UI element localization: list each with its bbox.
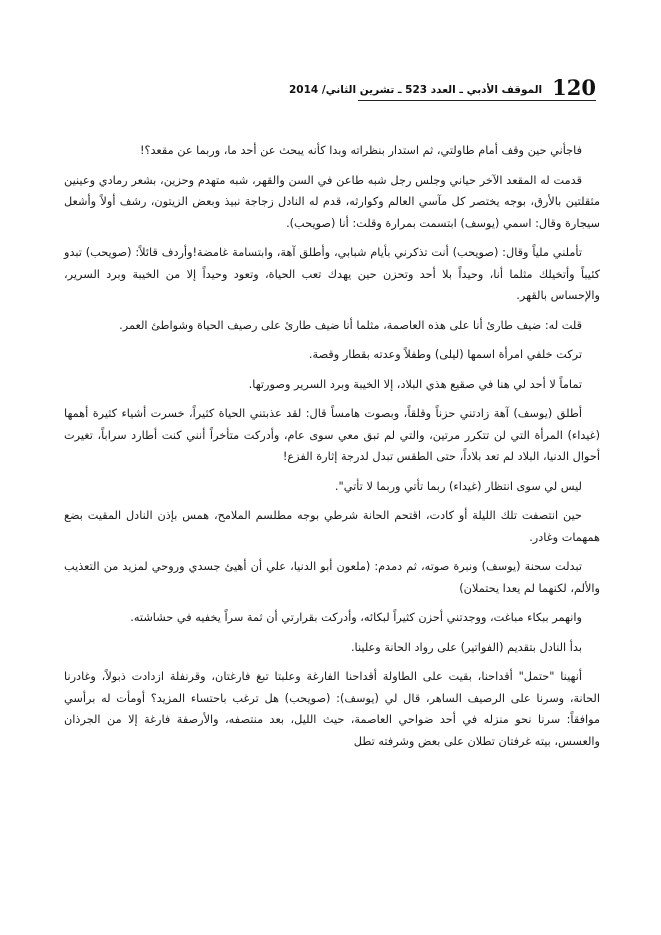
paragraph: أنهينا "حتمل" أقداحنا، بقيت على الطاولة أقداحنا الفارغة وعلبتا تبغ فارغتان، وقرنفلة ازدادت ذبولاً، وغادرنا الحانة، وسرنا على الرصيف الساهر، قال لي (يوسف): (صويحب) هل ترغب باحتساء المزيد؟ أومأت له برأسي موافقاً: سرنا نحو منزله في أحد ضواحي العاصمة، حيث الليل، بعد منتصفه، والأرصفة فارغة إلا من الجرذان والعسس، بيته غرفتان تطلان على بعض وشرفته تطل <box>64 670 600 748</box>
paragraph: تأملني ملياً وقال: (صويحب) أنت تذكرني بأيام شبابي، وأطلق آهة، وابتسامة غامضة!وأردف قائلاً: (صويحب) تبدو كئيباً وأتخيلك مثلما أنا، وحيداً بلا أحد وتحزن حين يهدك تعب الحياة، وتعود وحيداً إلا من الخيبة وبرد السرير، والإحساس بالقهر. <box>64 246 600 302</box>
paragraph: وانهمر ببكاء مباغت، ووجدتني أحزن كثيراً لبكائه، وأدركت بقرارتي أن ثمة سراً يخفيه في حشاشته. <box>130 611 582 624</box>
paragraph: تماماً لا أحد لي هنا في صقيع هذي البلاد، إلا الخيبة وبرد السرير وصورتها. <box>248 377 582 391</box>
paragraph: قلت له: ضيف طارئ أنا على هذه العاصمة، مثلما أنا ضيف طارئ على رصيف الحياة وشواطئ العمر. <box>119 318 582 332</box>
paragraph: فاجأني حين وقف أمام طاولتي، ثم استدار بنظراته وبدا كأنه يبحث عن أحد ما، وربما عن مقعد؟! <box>139 144 582 157</box>
page-header <box>289 74 596 100</box>
paragraph: تبدلت سحنة (يوسف) ونبرة صوته، ثم دمدم: (ملعون أبو الدنيا، علي أن أهيئ جسدي وروحي لمزيد من التعذيب والألم، لكنهما لم يعدا يحتملان) <box>64 560 600 595</box>
paragraph: تركت خلفي امرأة اسمها (ليلى) وطفلاً وعدته بقطار وقصة. <box>308 348 582 361</box>
paragraph: قدمت له المقعد الآخر حياني وجلس رجل شبه طاعن في السن والقهر، شبه متهدم وحزين، بشعر رمادي وعينين مثقلتين بالأرق، بوجه يختصر كل مآسي العالم وكوارثه، قدم له النادل زجاجة نبيذ وبعض الزيتون، رشف أولاً وأشعل سيجارة وقال: اسمي (يوسف) ابتسمت بمرارة وقلت: أنا (صويحب). <box>64 173 600 230</box>
story-body <box>64 140 600 760</box>
paragraph: أطلق (يوسف) آهة زادتني حزناً وقلقاً، وبصوت هامساً قال: لقد عذبتني الحياة كثيراً، خسرت أشياء كثيرة أهمها (غيداء) المرأة التي لن تتكرر مرتين، والتي لم تبق معي سوى عام، وأدركت متأخراً أنني كنت أطارد سراباً، تغيرت أحوال الدنيا، البلاد لم تعد بلاداً، حتى الطقس تبدل لدرجة إثارة الفزع! <box>64 407 600 463</box>
page-number: 120 <box>552 75 596 100</box>
header-rule <box>358 100 596 101</box>
paragraph: ليس لي سوى انتظار (غيداء) ربما تأتي وربما لا تأتي". <box>334 479 582 493</box>
paragraph: حين انتصفت تلك الليلة أو كادت، اقتحم الحانة شرطي بوجه مطلسم الملامح، همس بإذن النادل المقيت بضع همهمات وغادر. <box>64 509 600 544</box>
paragraph: بدأ النادل بتقديم (الفواتير) على رواد الحانة وعلينا. <box>350 640 582 654</box>
running-head: الموقف الأدبي ـ العدد 523 ـ تشرين الثاني/ 2014 <box>289 84 543 96</box>
